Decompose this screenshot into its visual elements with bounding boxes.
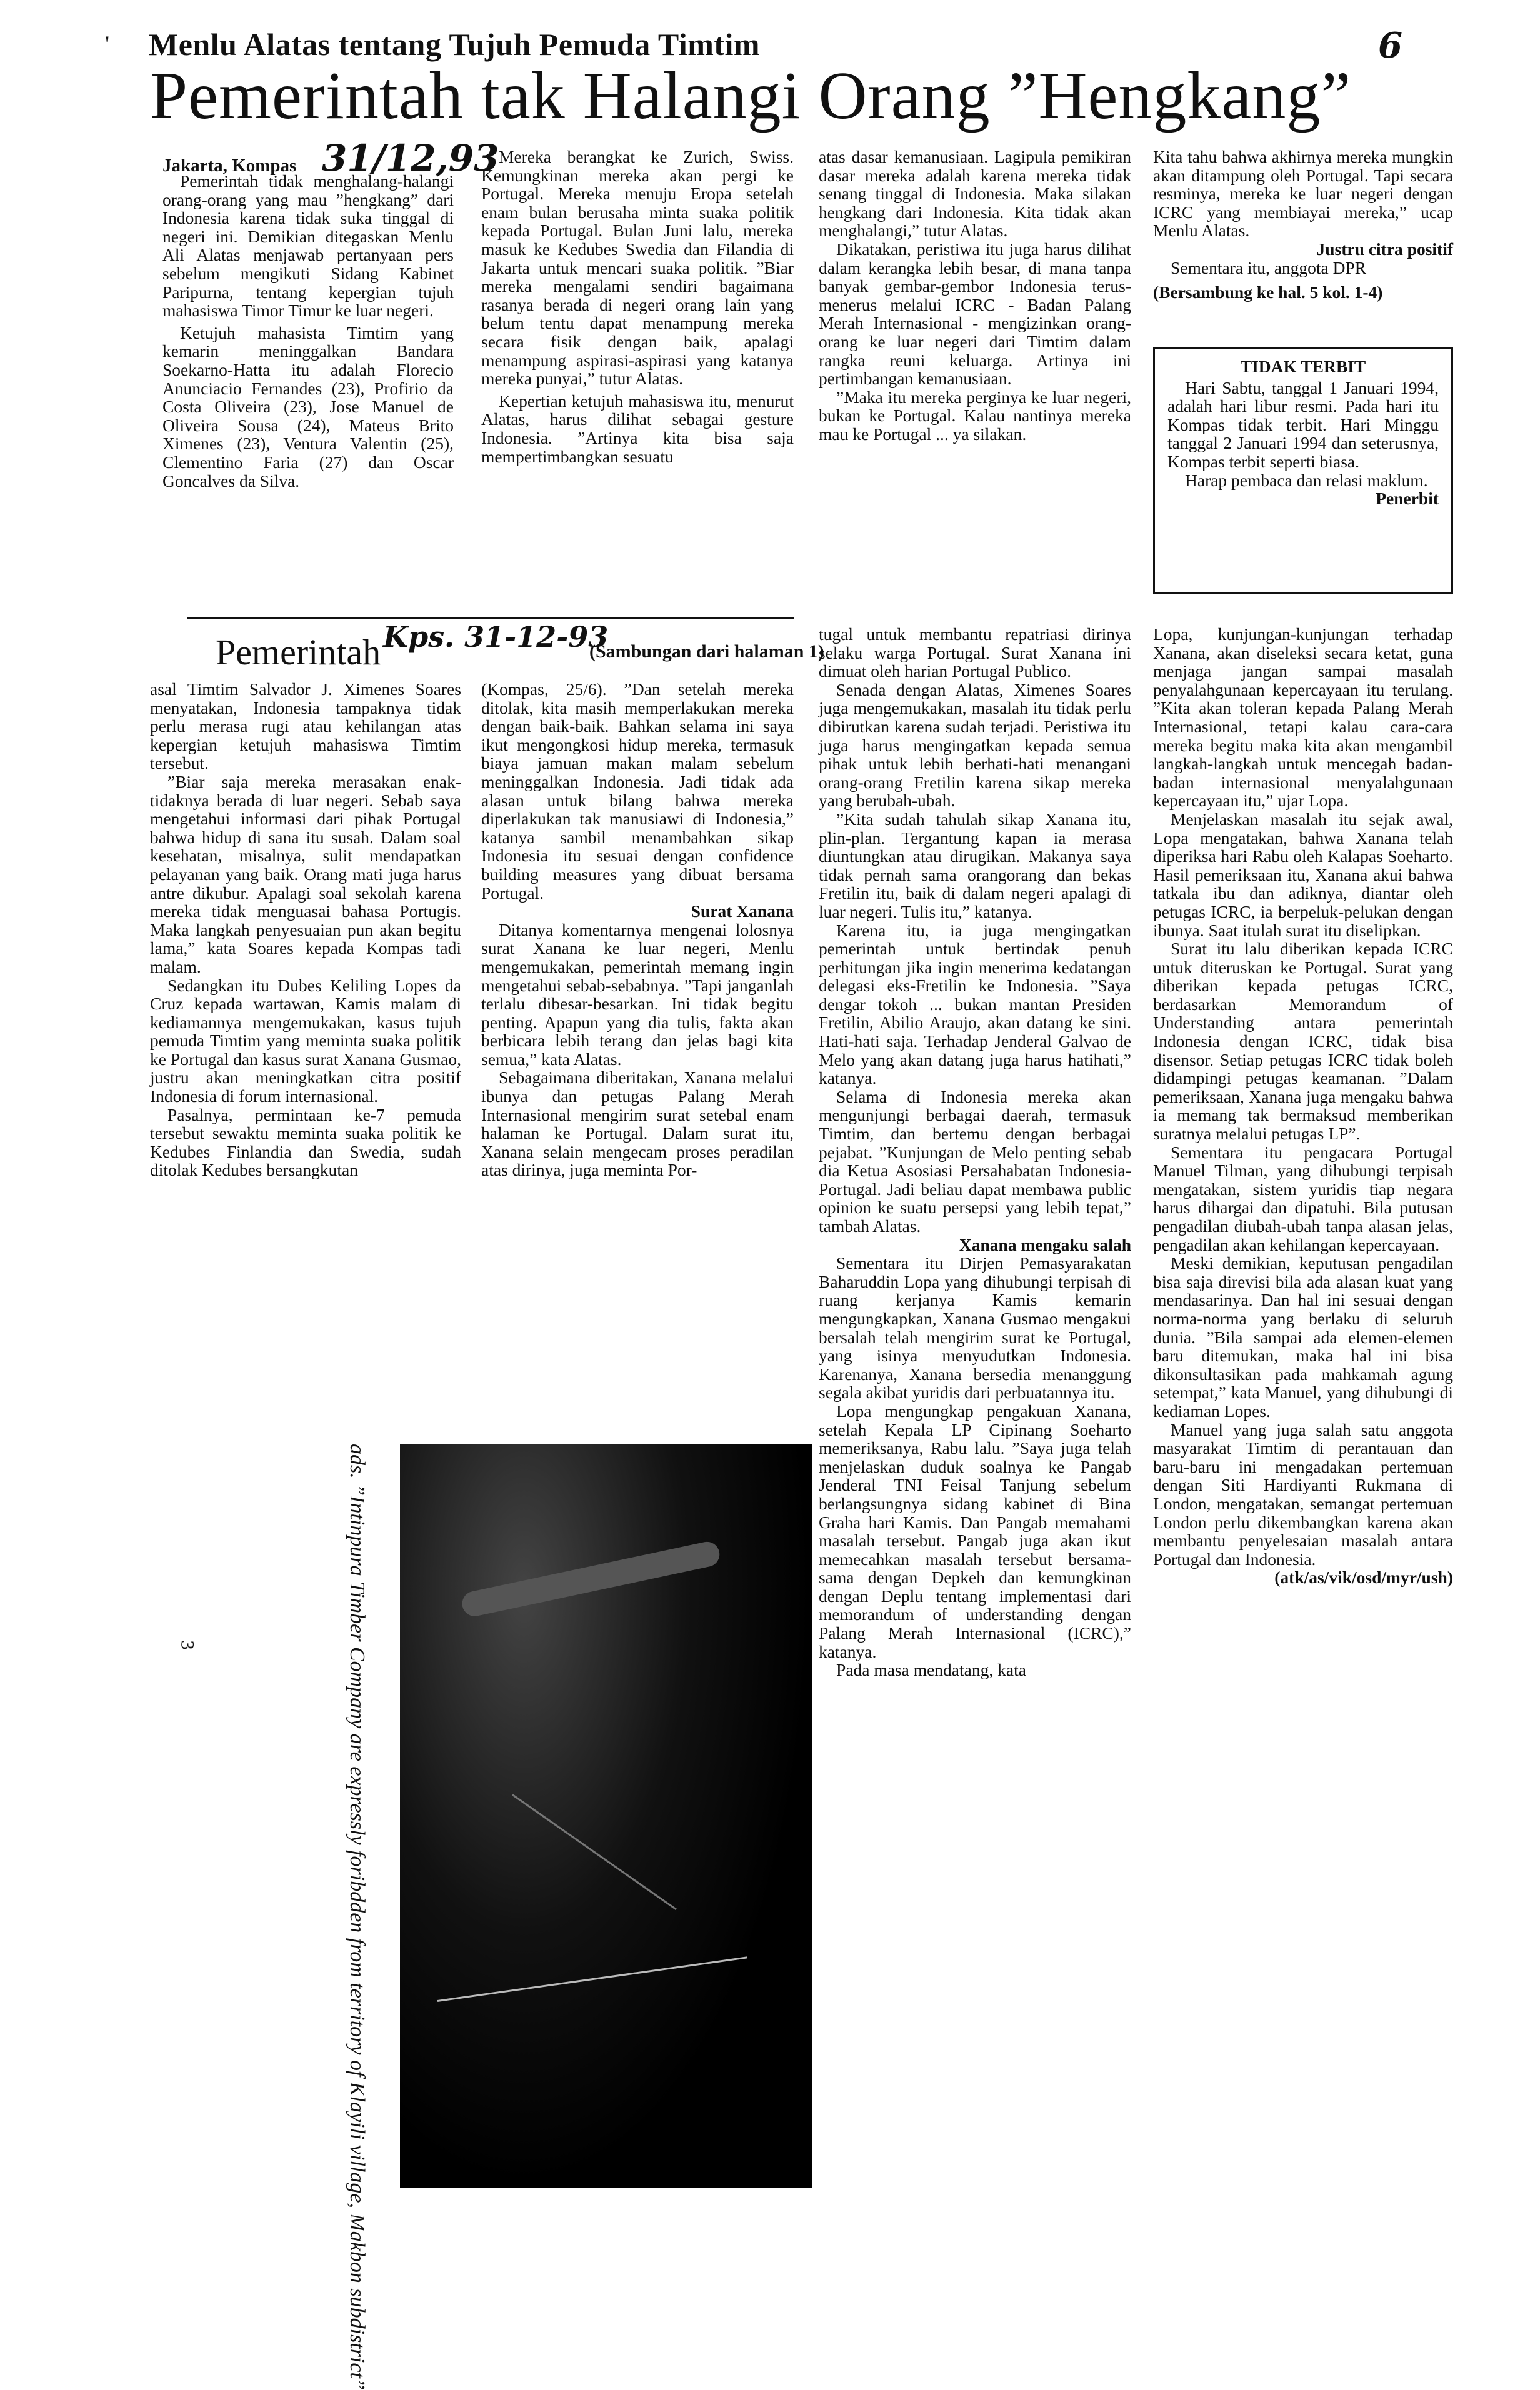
paragraph: Ketujuh mahasista Timtim yang kemarin meninggalkan Bandara Soekarno-Hatta itu adalah Florecio Anunciacio Fernandes (23), Profirio da Costa Oliveira (23), Jose Manuel de Oliveira Sousa (24), Mateus Brito Ximenes (23), Ventura Valentin (25), Clementino Faria (27) dan Oscar Goncalves da Silva. [162, 322, 454, 491]
paragraph: Sementara itu pengacara Portugal Manuel Tilman, yang dihubungi terpisah mengatakan, sistem yuridis tiap negara harus dihargai dan dipatuhi. Bila putusan pengadilan diubah-ubah tanpa alasan jelas, pengadilan akan kehilangan kepercayaan. [1153, 1142, 1453, 1254]
paragraph: Karena itu, ia juga mengingatkan pemerintah untuk bertindak penuh perhitungan jika ingin menerima kedatangan delegasi eks-Fretilin ke Indonesia. ”Saya dengar tokoh ... bukan mantan Presiden Fretilin, Abilio Araujo, akan datang ke sini. Hati-hati saja. Terhadap Jenderal Galvao de Melo yang akan datang juga harus hatihati,” katanya. [819, 920, 1131, 1088]
headline: Pemerintah tak Halangi Orang ”Hengkang” [150, 59, 1352, 133]
dateline: Jakarta, Kompas [162, 156, 297, 176]
continuation-header [216, 620, 824, 681]
subheading: Xanana mengaku salah [959, 1234, 1131, 1254]
body-column-3 [819, 625, 1131, 1679]
kicker: Menlu Alatas tentang Tujuh Pemuda Timtim [149, 27, 761, 62]
photo-detail [460, 1539, 722, 1618]
paragraph: Mereka berangkat ke Zurich, Swiss. Kemungkinan mereka akan pergi ke Portugal. Mereka menuju Eropa setelah enam bulan berusaha minta suaka politik kepada Portugal. Bulan Juni lalu, mereka masuk ke Kedubes Swedia dan Filandia di Jakarta untuk mencari suaka politik. ”Biar mereka mengalami sendiri bagaimana rasanya berada di negeri orang lain yang belum tentu dapat menampung mereka secara fisik dengan baik, apalagi menampung aspirasi-aspirasi yang katanya mereka punyai,” tutur Alatas. [481, 147, 794, 389]
paragraph: Manuel yang juga salah satu anggota masyarakat Timtim di perantauan dan baru-baru ini mengadakan pertemuan dengan Siti Hardiyanti Rukmana di London, mengatakan, semangat pertemuan London perlu dikembangkan karena akan membantu penyelesaian masalah antara Portugal dan Indonesia. [1153, 1419, 1453, 1569]
paragraph: Sementara itu Dirjen Pemasyarakatan Baharuddin Lopa yang dihubungi terpisah di ruang kerjanya Kamis kemarin mengungkapkan, Xanana Gusmao mengakui bersalah telah mengirim surat ke Portugal, yang isinya menyudutkan Indonesia. Karenanya, Xanana bersedia menanggung segala akibat yuridis dari perbuatannya itu. [819, 1253, 1131, 1402]
paragraph: Kita tahu bahwa akhirnya mereka mungkin akan ditampung oleh Portugal. Tapi secara resminya, mereka ke luar negeri dengan ICRC yang membiayai mereka,” ucap Menlu Alatas. [1153, 147, 1453, 241]
paragraph: Dikatakan, peristiwa itu juga harus dilihat dalam kerangka lebih besar, di mana tanpa banyak gembar-gembor Indonesia terus-menerus melalui ICRC - Badan Palang Merah Internasional - mengizinkan orang-orang ke luar negeri dari Timtim dalam rangka reuni keluarga. Artinya ini pertimbangan kemanusiaan. [819, 239, 1131, 389]
subheading: Justru citra positif [1316, 239, 1453, 259]
photo-detail [438, 1956, 748, 2002]
notice-title: TIDAK TERBIT [1240, 357, 1366, 376]
paragraph: atas dasar kemanusiaan. Lagipula pemikiran dasar mereka adalah karena mereka tidak senang tinggal di Indonesia. Maka silakan hengkang dari Indonesia. Kita tidak akan menghalangi,” tutur Alatas. [819, 147, 1131, 241]
handwritten-ref: Kps. 31-12-93 [383, 620, 609, 654]
paragraph: Menjelaskan masalah itu sejak awal, Lopa mengatakan, bahwa Xanana telah diperiksa hari Rabu oleh Kalapas Soeharto. Hasil pemeriksaan itu, Xanana akui bahwa tatkala ibu dan adiknya, diantar oleh petugas ICRC, ia berpeluk-pelukan dengan ibunya. Saat itulah surat itu diselipkan. [1153, 809, 1453, 940]
paragraph: Pasalnya, permintaan ke-7 pemuda tersebut sewaktu meminta suaka politik ke Kedubes Finlandia dan Swedia, sudah ditolak Kedubes bersangkutan [150, 1104, 461, 1180]
notice-text: Hari Sabtu, tanggal 1 Januari 1994, adalah hari libur resmi. Pada hari itu Kompas tidak terbit. Hari Minggu tanggal 2 Januari 1994 dan seterusnya, Kompas terbit seperti biasa. [1168, 378, 1439, 471]
continuation-title: Pemerintah [216, 632, 381, 672]
paragraph: Ditanya komentarnya mengenai lolosnya surat Xanana ke luar negeri, Menlu mengemukakan, pemerintah memang ingin mengetahui sebab-sebabnya. ”Tapi janganlah terlalu dibesar-besarkan. Ini tidak begitu penting. Apapun yang dia tulis, fakta akan berbicara lebih terang dan jelas bagi kita semua,” kata Alatas. [481, 919, 794, 1069]
body-column-1 [150, 680, 461, 1179]
notice-box [1153, 347, 1453, 594]
page-number: 3 [177, 1640, 198, 1650]
paragraph: Senada dengan Alatas, Ximenes Soares juga mengemukakan, masalah itu tidak perlu dibirutkan karena sudah terjadi. Peristiwa itu juga harus mengingatkan kepada semua pihak untuk lebih berhati-hati menangani orang-orang Fretilin karena sikap mereka yang berubah-ubah. [819, 679, 1131, 811]
section-rule [188, 618, 794, 619]
paragraph: (Kompas, 25/6). ”Dan setelah mereka ditolak, kita masih memperlakukan mereka dengan baik-baik. Bahkan selama ini saya ikut mengongkosi hidup mereka, termasuk biaya jamuan makan malam sebelum meninggalkan Indonesia. Jadi tidak ada alasan untuk bilang bahwa mereka diperlakukan tak manusiawi di Indonesia,” katanya sambil menambahkan sikap Indonesia itu sesuai dengan confidence building measures yang dibuat bersama Portugal. [481, 679, 794, 902]
top-column-2 [481, 148, 794, 466]
paragraph: Meski demikian, keputusan pengadilan bisa saja direvisi bila ada alasan kuat yang mendasarinya. Dan hal ini sesuai dengan norma-norma yang berlaku di seluruh dunia. ”Bila sampai ada elemen-elemen baru ditemukan, maka hal ini bisa dikonsultasikan pada mahkamah agung setempat,” kata Manuel, yang dihubungi di kediaman Lopes. [1153, 1253, 1453, 1421]
paragraph: asal Timtim Salvador J. Ximenes Soares menyatakan, Indonesia tampaknya tidak perlu merasa rugi atau kehilangan atas kepergian ketujuh mahasiswa Timtim tersebut. [150, 679, 461, 773]
body-column-2 [481, 680, 794, 1179]
tick-mark: ' [105, 31, 110, 59]
notice-text: Harap pembaca dan relasi maklum. [1185, 470, 1428, 490]
paragraph: Sementara itu, anggota DPR [1171, 258, 1367, 278]
notice-sign: Penerbit [1376, 489, 1439, 509]
photo-caption: ads. ”Intinpura Timber Company are expressly foribdden from territory of Klayili village, Makbon subdistrict” [346, 1444, 369, 2390]
byline-code: (atk/as/vik/osd/myr/ush) [1274, 1568, 1453, 1588]
paragraph: Surat itu lalu diberikan kepada ICRC untuk diteruskan ke Portugal. Surat yang diberikan kepada petugas ICRC, berdasarkan Memorandum of Understanding antara pemerintah Indonesia dengan ICRC, tidak bisa disensor. Setiap petugas ICRC tidak boleh didampingi petugas keamanan. ”Dalam pemeriksaan, Xanana juga mengaku bahwa ia memang tak bermaksud memberikan suratnya melalui petugas LP”. [1153, 939, 1453, 1144]
top-column-4 [1153, 148, 1453, 302]
paragraph: Kepertian ketujuh mahasiswa itu, menurut Alatas, harus dilihat sebagai gesture Indonesia. ”Artinya kita bisa saja mempertimbangkan sesuatu [481, 391, 794, 466]
paragraph: Sebagaimana diberitakan, Xanana melalui ibunya dan petugas Palang Merah Internasional mengirim surat setebal enam halaman ke Portugal. Dalam surat itu, Xanana selain mengecam proses peradilan atas dirinya, juga meminta Por- [481, 1068, 794, 1180]
paragraph: ”Biar saja mereka merasakan enak-tidaknya berada di luar negeri. Sebab saya mengetahui informasi dari pihak Portugal bahwa hidup di sana itu susah. Dalam soal kesehatan, misalnya, sulit mendapatkan pelayanan yang baik. Orang mati juga harus antre dikubur. Apalagi soal sekolah karena mereka tidak menguasai bahasa Portugis. Maka langkah penyesuaian pun akan begitu lama,” kata Soares kepada Kompas tadi malam. [150, 771, 461, 976]
paragraph: ”Kita sudah tahulah sikap Xanana itu, plin-plan. Tergantung kapan ia merasa diuntungkan atau dirugikan. Makanya saya tidak pernah sama orangorang dan bekas Fretilin itu, baik di dalam negeri apalagi di luar negeri. Tulis itu,” katanya. [819, 809, 1131, 921]
body-column-4 [1153, 625, 1453, 1587]
paragraph: Sedangkan itu Dubes Keliling Lopes da Cruz kepada wartawan, Kamis malam di kediamannya mengemukakan, kasus tujuh pemuda Timtim yang meminta suaka politik ke Portugal dan kasus surat Xanana Gusmao, justru akan meningkatkan citra positif Indonesia di forum internasional. [150, 975, 461, 1106]
photo-detail [512, 1794, 677, 1910]
paragraph: Pada masa mendatang, kata [836, 1660, 1026, 1680]
paragraph: Pemerintah tidak menghalang-halangi orang-orang yang mau ”hengkang” dari Indonesia karena tidak suka tinggal di negeri ini. Demikian ditegaskan Menlu Ali Alatas menjawab pertanyaan pers sebelum mengikuti Sidang Kabinet Paripurna, tentang kepergian tujuh mahasiswa Timor Timur ke luar negeri. [162, 171, 454, 321]
paragraph: Lopa mengungkap pengakuan Xanana, setelah Kepala LP Cipinang Soeharto memeriksanya, Rabu lalu. ”Saya juga telah menjelaskan duduk soalnya ke Pangab Jenderal TNI Feisal Tanjung sebelum berlangsungnya sidang kabinet di Bina Graha hari Kamis. Dan Pangab memahami masalah tersebut. Pangab juga akan ikut memecahkan masalah tersebut bersama-sama dengan Depkeh dan kemungkinan dengan Deplu tentang implementasi dari memorandum of understanding dengan Palang Merah Internasional (ICRC),” katanya. [819, 1401, 1131, 1661]
paragraph: ”Maka itu mereka perginya ke luar negeri, bukan ke Portugal. Kalau nantinya mereka mau ke Portugal ... ya silakan. [819, 387, 1131, 444]
continuation-from: (Sambungan dari halaman 1) [589, 641, 824, 662]
top-column-1 [162, 172, 454, 490]
handwritten-date: 31/12,93 [322, 137, 499, 179]
continued-note: (Bersambung ke hal. 5 kol. 1-4) [1153, 282, 1383, 302]
paragraph: Lopa, kunjungan-kunjungan terhadap Xanana, akan diseleksi secara ketat, guna menjaga jangan sampai masalah penyalahgunaan kepercayaan itu terulang. ”Kita akan toleran kepada Palang Merah Internasional, tetapi kalau cara-cara mereka begitu maka kita akan mengambil langkah-langkah untuk mencegah badan-badan internasional menyalahgunaan kepercayaan itu,” ujar Lopa. [1153, 624, 1453, 811]
photo [400, 1444, 812, 2188]
top-column-3 [819, 148, 1131, 444]
subheading: Surat Xanana [691, 901, 794, 921]
corner-mark: 6 [1378, 25, 1402, 66]
paragraph: Selama di Indonesia mereka akan mengunjungi berbagai daerah, termasuk Timtim, dan bertemu dengan berbagai pejabat. ”Kunjungan de Melo penting sebab dia Ketua Asosiasi Persahabatan Indonesia-Portugal. Jadi beliau dapat membawa public opinion ke suatu persepsi yang lebih tepat,” tambah Alatas. [819, 1086, 1131, 1236]
paragraph: tugal untuk membantu repatriasi dirinya selaku warga Portugal. Surat Xanana ini dimuat oleh harian Portugal Publico. [819, 624, 1131, 681]
